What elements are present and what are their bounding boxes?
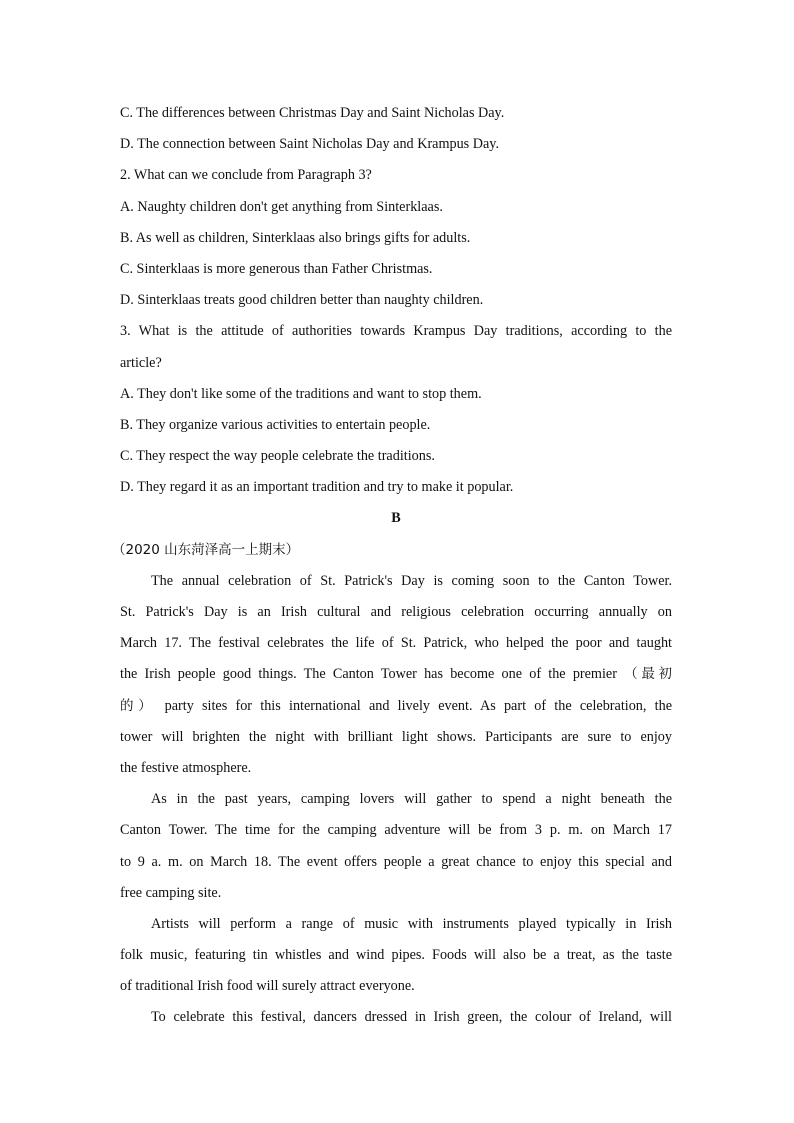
p3-line-1: Artists will perform a range of music with instruments played typically in Irish [151, 915, 672, 932]
p1-line-5 [120, 694, 672, 725]
q1-option-d: D. The connection between Saint Nicholas Day and Krampus Day. [120, 136, 500, 153]
q3-option-d: D. They regard it as an important tradition and try to make it popular. [120, 479, 514, 496]
p4-line-1: To celebrate this festival, dancers dressed in Irish green, the colour of Ireland, will [151, 1009, 672, 1026]
p2-line-3: to 9 a. m. on March 18. The event offers people a great chance to enjoy this special and [120, 853, 672, 870]
q2-option-a: A. Naughty children don't get anything from Sinterklaas. [120, 198, 443, 215]
p1-line-3: March 17. The festival celebrates the life of St. Patrick, who helped the poor and taught [120, 635, 672, 652]
q3-option-a: A. They don't like some of the traditions and want to stop them. [120, 385, 482, 402]
gloss-cn-part1: （最初 [624, 666, 672, 683]
page-content [112, 101, 672, 1037]
p2-line-4: free camping site. [120, 884, 222, 901]
p1-line-4-text: the Irish people good things. The Canton Tower has become one of the premier [120, 666, 617, 683]
passage-source: （2020 山东菏泽高一上期末） [112, 541, 300, 558]
p3-line-3: of traditional Irish food will surely attract everyone. [120, 978, 415, 995]
q2-option-b: B. As well as children, Sinterklaas also brings gifts for adults. [120, 229, 471, 246]
p1-line-2: St. Patrick's Day is an Irish cultural and religious celebration occurring annually on [120, 604, 672, 620]
q2-stem: 2. What can we conclude from Paragraph 3? [120, 167, 372, 184]
q3-option-c: C. They respect the way people celebrate the traditions. [120, 448, 435, 465]
q1-option-c: C. The differences between Christmas Day and Saint Nicholas Day. [120, 105, 505, 121]
q3-stem-line1: 3. What is the attitude of authorities towards Krampus Day traditions, according to the [120, 323, 672, 340]
q3-stem-line2: article? [120, 354, 162, 371]
p1-line-5-text: party sites for this international and lively event. As part of the celebration, the [164, 697, 672, 714]
p1-line-1: The annual celebration of St. Patrick's Day is coming soon to the Canton Tower. [151, 572, 672, 589]
q2-option-c: C. Sinterklaas is more generous than Father Christmas. [120, 260, 433, 277]
section-heading: B [391, 510, 401, 527]
q3-option-b: B. They organize various activities to entertain people. [120, 416, 431, 433]
p2-line-2: Canton Tower. The time for the camping adventure will be from 3 p. m. on March 17 [120, 822, 672, 839]
p1-line-4 [120, 662, 672, 693]
q2-option-d: D. Sinterklaas treats good children better than naughty children. [120, 292, 484, 309]
p3-line-2: folk music, featuring tin whistles and wind pipes. Foods will also be a treat, as the taste [120, 947, 672, 964]
gloss-cn-part2: 的） [120, 697, 157, 714]
p1-line-6: tower will brighten the night with brilliant light shows. Participants are sure to enjoy [120, 728, 672, 745]
p2-line-1: As in the past years, camping lovers will gather to spend a night beneath the [151, 791, 672, 808]
p1-line-7: the festive atmosphere. [120, 759, 252, 776]
